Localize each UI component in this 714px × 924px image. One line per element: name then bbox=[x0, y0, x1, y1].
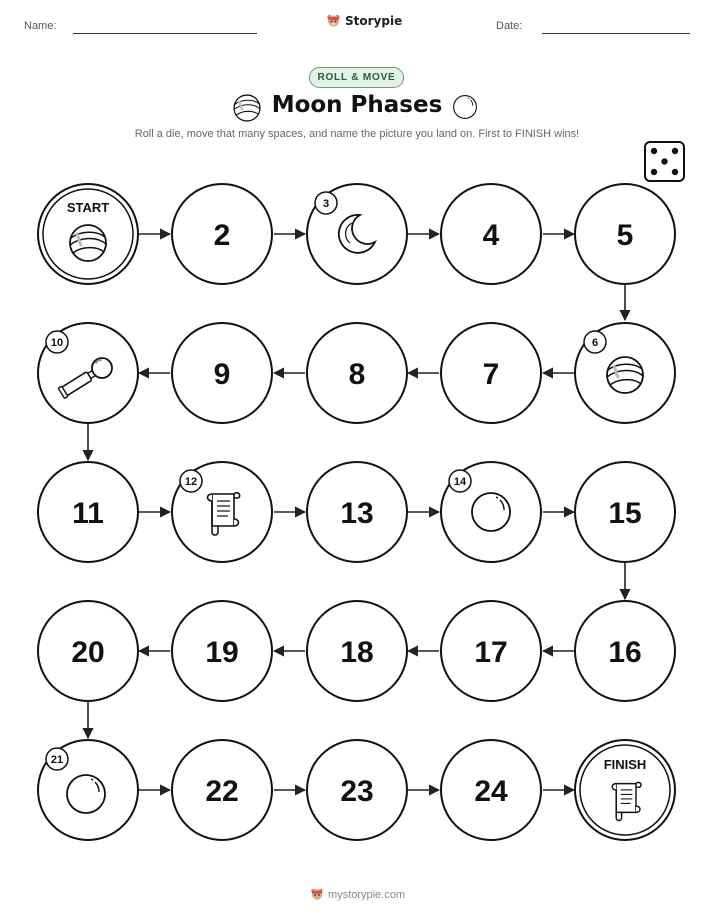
new-moon-icon bbox=[472, 493, 510, 531]
space-10[interactable] bbox=[38, 323, 138, 423]
space-23[interactable] bbox=[307, 740, 407, 840]
space-number: 2 bbox=[213, 219, 231, 252]
space-number: 9 bbox=[213, 358, 231, 391]
space-14[interactable] bbox=[441, 462, 541, 562]
finish-label: FINISH bbox=[603, 757, 647, 772]
full-moon-ball-icon bbox=[607, 357, 643, 393]
date-label: Date: bbox=[496, 20, 523, 32]
space-number: 15 bbox=[608, 497, 642, 530]
page-title: Moon Phases bbox=[271, 92, 443, 118]
space-number-badge: 3 bbox=[322, 198, 330, 210]
space-finish[interactable] bbox=[575, 740, 675, 840]
space-12[interactable] bbox=[172, 462, 272, 562]
space-number-badge: 10 bbox=[50, 337, 64, 349]
space-8[interactable] bbox=[307, 323, 407, 423]
instructions: Roll a die, move that many spaces, and name the picture you land on. First to FINISH wins! bbox=[134, 128, 580, 140]
activity-tag: ROLL & MOVE bbox=[309, 67, 404, 88]
space-number: 17 bbox=[474, 636, 508, 669]
space-number: 24 bbox=[474, 775, 508, 808]
space-15[interactable] bbox=[575, 462, 675, 562]
space-5[interactable] bbox=[575, 184, 675, 284]
space-16[interactable] bbox=[575, 601, 675, 701]
space-number: 16 bbox=[608, 636, 642, 669]
space-21[interactable] bbox=[38, 740, 138, 840]
die-five-icon bbox=[645, 142, 684, 181]
space-9[interactable] bbox=[172, 323, 272, 423]
start-label: START bbox=[66, 200, 110, 215]
space-22[interactable] bbox=[172, 740, 272, 840]
space-7[interactable] bbox=[441, 323, 541, 423]
bear-mascot-icon bbox=[310, 887, 324, 902]
space-start[interactable] bbox=[38, 184, 138, 284]
space-number: 18 bbox=[340, 636, 374, 669]
space-number: 22 bbox=[205, 775, 239, 808]
space-4[interactable] bbox=[441, 184, 541, 284]
full-moon-ball-icon bbox=[70, 225, 106, 261]
footer-site[interactable]: mystorypie.com bbox=[328, 888, 406, 901]
space-17[interactable] bbox=[441, 601, 541, 701]
space-number-badge: 14 bbox=[453, 476, 467, 488]
space-number: 20 bbox=[71, 636, 105, 669]
space-18[interactable] bbox=[307, 601, 407, 701]
space-number: 13 bbox=[340, 497, 374, 530]
space-number-badge: 21 bbox=[50, 754, 64, 766]
space-2[interactable] bbox=[172, 184, 272, 284]
space-20[interactable] bbox=[38, 601, 138, 701]
space-number: 23 bbox=[340, 775, 374, 808]
brand-name: Storypie bbox=[345, 14, 403, 28]
space-number: 7 bbox=[482, 358, 500, 391]
space-number: 11 bbox=[72, 497, 104, 530]
space-11[interactable] bbox=[38, 462, 138, 562]
space-number: 8 bbox=[348, 358, 366, 391]
space-number-badge: 12 bbox=[184, 476, 198, 488]
space-number-badge: 6 bbox=[591, 337, 599, 349]
space-number: 4 bbox=[482, 219, 500, 252]
space-19[interactable] bbox=[172, 601, 272, 701]
footer bbox=[310, 887, 405, 902]
name-label: Name: bbox=[24, 20, 57, 32]
space-13[interactable] bbox=[307, 462, 407, 562]
space-number: 5 bbox=[616, 219, 634, 252]
space-3[interactable] bbox=[307, 184, 407, 284]
space-24[interactable] bbox=[441, 740, 541, 840]
space-6[interactable] bbox=[575, 323, 675, 423]
new-moon-icon bbox=[67, 775, 105, 813]
space-number: 19 bbox=[205, 636, 239, 669]
